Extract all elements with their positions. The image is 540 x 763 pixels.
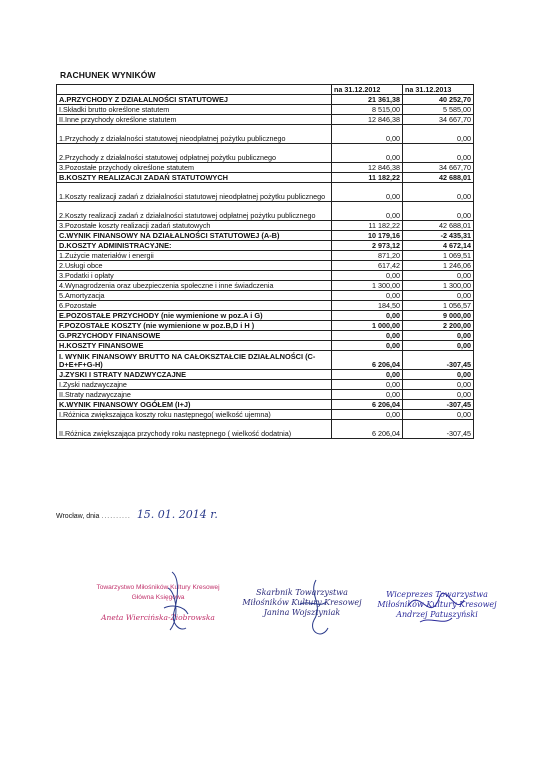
- value-2012: 11 182,22: [332, 173, 403, 183]
- value-2012: 12 846,38: [332, 163, 403, 173]
- value-2013: 42 688,01: [403, 221, 474, 231]
- value-2013: 0,00: [403, 331, 474, 341]
- table-row: [57, 173, 474, 183]
- value-2012: 0,00: [332, 202, 403, 221]
- table-row: [57, 311, 474, 321]
- value-2012: 0,00: [332, 331, 403, 341]
- table-row: [57, 251, 474, 261]
- handwritten-date: 15. 01. 2014 r.: [136, 508, 218, 521]
- value-2013: 1 056,57: [403, 301, 474, 311]
- row-label: I.Różnica zwiększająca koszty roku następnego( wielkość ujemna): [57, 410, 332, 420]
- row-label: I. WYNIK FINANSOWY BRUTTO NA CAŁOKSZTAŁCIE DZIAŁALNOŚCI (C-D+E+F+G-H): [57, 351, 332, 370]
- table-row: [57, 321, 474, 331]
- stamp-name: Aneta Wiercińska-Ziobrowska: [101, 613, 215, 622]
- table-row: [57, 241, 474, 251]
- table-row: [57, 125, 474, 144]
- value-2012: 871,20: [332, 251, 403, 261]
- stamp-role-line: Skarbnik Towarzystwa: [256, 588, 348, 597]
- table-row: [57, 390, 474, 400]
- row-label: II.Inne przychody określone statutem: [57, 115, 332, 125]
- value-2013: 0,00: [403, 390, 474, 400]
- value-2012: 0,00: [332, 183, 403, 202]
- value-2013: 0,00: [403, 341, 474, 351]
- value-2013: 0,00: [403, 271, 474, 281]
- value-2013: -307,45: [403, 420, 474, 439]
- table-row: [57, 400, 474, 410]
- value-2012: 0,00: [332, 291, 403, 301]
- signature-scribble-vice-president: [400, 576, 470, 636]
- row-label: 3.Pozostałe przychody określone statutem: [57, 163, 332, 173]
- value-2012: 0,00: [332, 390, 403, 400]
- signature-scribble-accountant: [150, 568, 200, 638]
- report-title: RACHUNEK WYNIKÓW: [60, 70, 156, 80]
- header-row: [57, 85, 474, 95]
- value-2012: 6 206,04: [332, 420, 403, 439]
- value-2013: 0,00: [403, 291, 474, 301]
- row-label: G.PRZYCHODY FINANSOWE: [57, 331, 332, 341]
- value-2013: 1 246,06: [403, 261, 474, 271]
- stamp-name: Janina Wojsztyniak: [263, 608, 341, 617]
- table-row: [57, 380, 474, 390]
- table-row: [57, 115, 474, 125]
- value-2013: -307,45: [403, 351, 474, 370]
- table-row: [57, 331, 474, 341]
- table-row: [57, 281, 474, 291]
- value-2012: 2 973,12: [332, 241, 403, 251]
- row-label: II.Straty nadzwyczajne: [57, 390, 332, 400]
- value-2013: 1 069,51: [403, 251, 474, 261]
- row-label: I.Zyski nadzwyczajne: [57, 380, 332, 390]
- value-2013: 0,00: [403, 380, 474, 390]
- value-2013: 34 667,70: [403, 163, 474, 173]
- row-label: 1.Przychody z działalności statutowej nieodpłatnej pożytku publicznego: [57, 125, 332, 144]
- value-2013: -307,45: [403, 400, 474, 410]
- header-2012: na 31.12.2012: [332, 85, 403, 95]
- value-2012: 21 361,38: [332, 95, 403, 105]
- value-2012: 11 182,22: [332, 221, 403, 231]
- stamp-role-line: Wiceprezes Towarzystwa: [386, 590, 488, 599]
- row-label: B.KOSZTY REALIZACJI ZADAŃ STATUTOWYCH: [57, 173, 332, 183]
- value-2012: 10 179,16: [332, 231, 403, 241]
- value-2013: 0,00: [403, 410, 474, 420]
- row-label: 2.Koszty realizacji zadań z działalności statutowej odpłatnej pożytku publicznego: [57, 202, 332, 221]
- row-label: 2.Usługi obce: [57, 261, 332, 271]
- row-label: K.WYNIK FINANSOWY OGÓŁEM (I+J): [57, 400, 332, 410]
- value-2013: 42 688,01: [403, 173, 474, 183]
- value-2013: 5 585,00: [403, 105, 474, 115]
- table-row: [57, 261, 474, 271]
- table-row: [57, 271, 474, 281]
- value-2013: 0,00: [403, 144, 474, 163]
- table-row: [57, 291, 474, 301]
- row-label: I.Składki brutto określone statutem: [57, 105, 332, 115]
- value-2013: -2 435,31: [403, 231, 474, 241]
- row-label: 3.Podatki i opłaty: [57, 271, 332, 281]
- value-2013: 0,00: [403, 370, 474, 380]
- value-2012: 6 206,04: [332, 400, 403, 410]
- date-dots: ..........: [101, 513, 131, 520]
- value-2013: 0,00: [403, 183, 474, 202]
- value-2013: 34 667,70: [403, 115, 474, 125]
- income-statement-table: [56, 84, 474, 439]
- value-2013: 0,00: [403, 202, 474, 221]
- row-label: D.KOSZTY ADMINISTRACYJNE:: [57, 241, 332, 251]
- signature-scribble-treasurer: [290, 574, 340, 644]
- stamp-name: Andrzej Patuszyński: [396, 610, 478, 619]
- row-label: 1.Koszty realizacji zadań z działalności statutowej nieodpłatnej pożytku publicznego: [57, 183, 332, 202]
- header-2013: na 31.12.2013: [403, 85, 474, 95]
- value-2012: 1 000,00: [332, 321, 403, 331]
- value-2012: 12 846,38: [332, 115, 403, 125]
- table-row: [57, 420, 474, 439]
- table-row: [57, 183, 474, 202]
- value-2013: 4 672,14: [403, 241, 474, 251]
- row-label: 5.Amortyzacja: [57, 291, 332, 301]
- value-2013: 9 000,00: [403, 311, 474, 321]
- stamp-org-line: Miłośników Kultury Kresowej: [242, 598, 362, 607]
- value-2012: 184,50: [332, 301, 403, 311]
- value-2013: 0,00: [403, 125, 474, 144]
- value-2012: 0,00: [332, 144, 403, 163]
- value-2013: 1 300,00: [403, 281, 474, 291]
- row-label: E.POZOSTAŁE PRZYCHODY (nie wymienione w poz.A i G): [57, 311, 332, 321]
- table-row: [57, 163, 474, 173]
- row-label: 2.Przychody z działalności statutowej odpłatnej pożytku publicznego: [57, 144, 332, 163]
- table-row: [57, 231, 474, 241]
- row-label: 4.Wynagrodzenia oraz ubezpieczenia społeczne i inne świadczenia: [57, 281, 332, 291]
- row-label: F.POZOSTAŁE KOSZTY (nie wymienione w poz.B,D i H ): [57, 321, 332, 331]
- value-2013: 40 252,70: [403, 95, 474, 105]
- row-label: C.WYNIK FINANSOWY NA DZIAŁALNOŚCI STATUTOWEJ (A-B): [57, 231, 332, 241]
- table-row: [57, 410, 474, 420]
- value-2012: 0,00: [332, 271, 403, 281]
- row-label: A.PRZYCHODY Z DZIAŁALNOŚCI STATUTOWEJ: [57, 95, 332, 105]
- table-row: [57, 370, 474, 380]
- row-label: 3.Pozostałe koszty realizacji zadań statutowych: [57, 221, 332, 231]
- value-2012: 0,00: [332, 370, 403, 380]
- stamp-org-line: Miłośników Kultury Kresowej: [377, 600, 497, 609]
- value-2013: 2 200,00: [403, 321, 474, 331]
- value-2012: 1 300,00: [332, 281, 403, 291]
- header-label-cell: [57, 85, 332, 95]
- table-row: [57, 105, 474, 115]
- row-label: 6.Pozostałe: [57, 301, 332, 311]
- value-2012: 0,00: [332, 125, 403, 144]
- value-2012: 617,42: [332, 261, 403, 271]
- table-row: [57, 341, 474, 351]
- row-label: H.KOSZTY FINANSOWE: [57, 341, 332, 351]
- table-row: [57, 221, 474, 231]
- value-2012: 0,00: [332, 311, 403, 321]
- place-label: Wrocław, dnia: [56, 513, 100, 520]
- value-2012: 0,00: [332, 380, 403, 390]
- stamp-org-line: Towarzystwo Miłośników Kultury Kresowej: [96, 584, 220, 591]
- stamp-role-line: Główna Księgowa: [131, 594, 185, 601]
- value-2012: 0,00: [332, 410, 403, 420]
- table-row: [57, 351, 474, 370]
- value-2012: 6 206,04: [332, 351, 403, 370]
- table-row: [57, 301, 474, 311]
- table-row: [57, 144, 474, 163]
- date-line: [56, 508, 218, 521]
- table-row: [57, 202, 474, 221]
- value-2012: 8 515,00: [332, 105, 403, 115]
- row-label: II.Różnica zwiększająca przychody roku następnego ( wielkość dodatnia): [57, 420, 332, 439]
- row-label: 1.Zużycie materiałów i energii: [57, 251, 332, 261]
- value-2012: 0,00: [332, 341, 403, 351]
- row-label: J.ZYSKI I STRATY NADZWYCZAJNE: [57, 370, 332, 380]
- table-row: [57, 95, 474, 105]
